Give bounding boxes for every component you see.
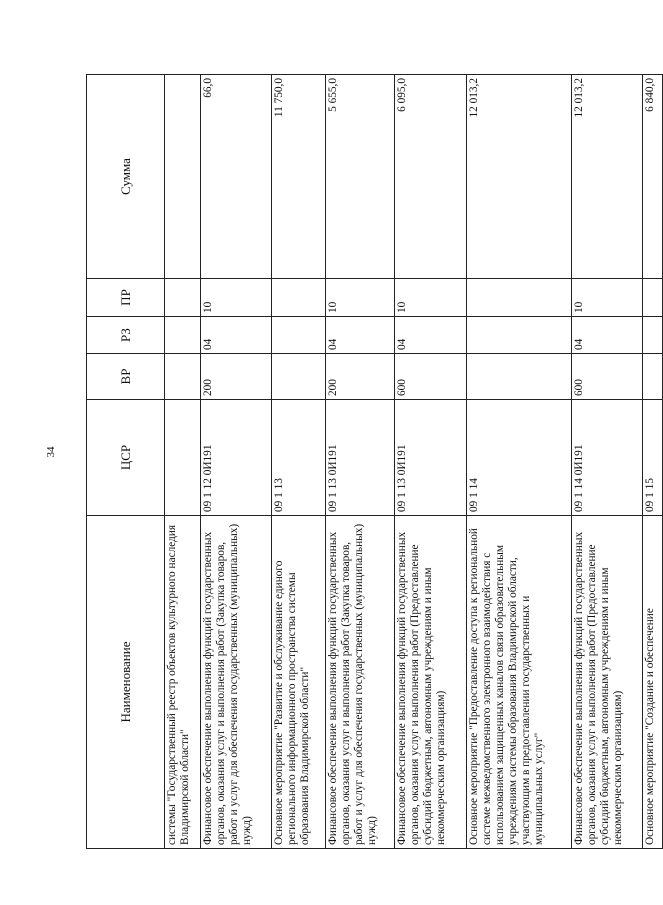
page-number: 34 [45,446,57,458]
table-row [165,75,201,849]
cell-pr: 10 [201,279,272,317]
cell-pr [272,279,326,317]
cell-vr [272,354,326,400]
cell-rz: 04 [572,317,643,354]
cell-sum: 12 013,2 [467,75,572,279]
cell-csr: 09 1 14 0И191 [572,400,643,516]
cell-rz [643,317,663,354]
cell-rz [272,317,326,354]
cell-csr: 09 1 14 [467,400,572,516]
header-rz: РЗ [87,317,165,354]
cell-pr: 10 [326,279,395,317]
cell-csr: 09 1 13 0И191 [326,400,395,516]
table-row [326,75,395,849]
table-row [272,75,326,849]
cell-vr [165,354,201,400]
cell-name: Основное мероприятие "Создание и обеспечение [643,516,663,849]
header-row [87,75,165,849]
table-row [467,75,572,849]
cell-name: Финансовое обеспечение выполнения функций государственных органов, оказания услуг и выполнения работ (Закупка товаров, работ и услуг для обеспечения государственных (муниципальных) нужд) [201,516,272,849]
cell-sum: 12 013,2 [572,75,643,279]
table-row [572,75,643,849]
cell-sum: 5 655,0 [326,75,395,279]
cell-vr: 600 [572,354,643,400]
table-row [395,75,467,849]
header-pr: ПР [87,279,165,317]
cell-sum: 6 840,0 [643,75,663,279]
cell-name: Финансовое обеспечение выполнения функций государственных органов, оказания услуг и выполнения работ (Закупка товаров, работ и услуг для обеспечения государственных (муниципальных) нужд) [326,516,395,849]
cell-sum: 6 095,0 [395,75,467,279]
cell-csr: 09 1 13 [272,400,326,516]
cell-sum: 66,0 [201,75,272,279]
header-csr: ЦСР [87,400,165,516]
cell-sum [165,75,201,279]
cell-pr [643,279,663,317]
table-row [643,75,663,849]
cell-pr: 10 [395,279,467,317]
cell-rz [165,317,201,354]
table-row [201,75,272,849]
cell-rz: 04 [201,317,272,354]
cell-rz: 04 [395,317,467,354]
rotated-table-container [86,75,656,849]
cell-csr: 09 1 15 [643,400,663,516]
cell-rz [467,317,572,354]
cell-vr [467,354,572,400]
cell-name: Основное мероприятие "Предоставление доступа к региональной системе межведомственного электронного взаимодействия с использованием защищенных каналов связи образовательным учреждениям системы образования Владимирской области, участвующим в предоставлении государственных и муниципальных услуг" [467,516,572,849]
cell-rz: 04 [326,317,395,354]
cell-pr: 10 [572,279,643,317]
cell-name: Финансовое обеспечение выполнения функций государственных органов, оказания услуг и выполнения работ (Предоставление субсидий бюджетным, автономным учреждениям и иным некоммерческим организациям) [572,516,643,849]
header-vr: ВР [87,354,165,400]
cell-vr: 200 [326,354,395,400]
cell-csr: 09 1 12 0И191 [201,400,272,516]
cell-csr: 09 1 13 0И191 [395,400,467,516]
cell-name: Финансовое обеспечение выполнения функций государственных органов, оказания услуг и выполнения работ (Предоставление субсидий бюджетным, автономным учреждениям и иным некоммерческим организациям) [395,516,467,849]
cell-csr [165,400,201,516]
cell-pr [467,279,572,317]
cell-pr [165,279,201,317]
header-sum: Сумма [87,75,165,279]
cell-vr [643,354,663,400]
cell-name: Основное мероприятие "Развитие и обслуживание единого регионального информационного пространства системы образования Владимирской области" [272,516,326,849]
budget-table [86,74,663,849]
header-name: Наименование [87,516,165,849]
cell-vr: 600 [395,354,467,400]
cell-name: системы "Государственный реестр объектов культурного наследия Владимирской области" [165,516,201,849]
cell-sum: 11 750,0 [272,75,326,279]
cell-vr: 200 [201,354,272,400]
